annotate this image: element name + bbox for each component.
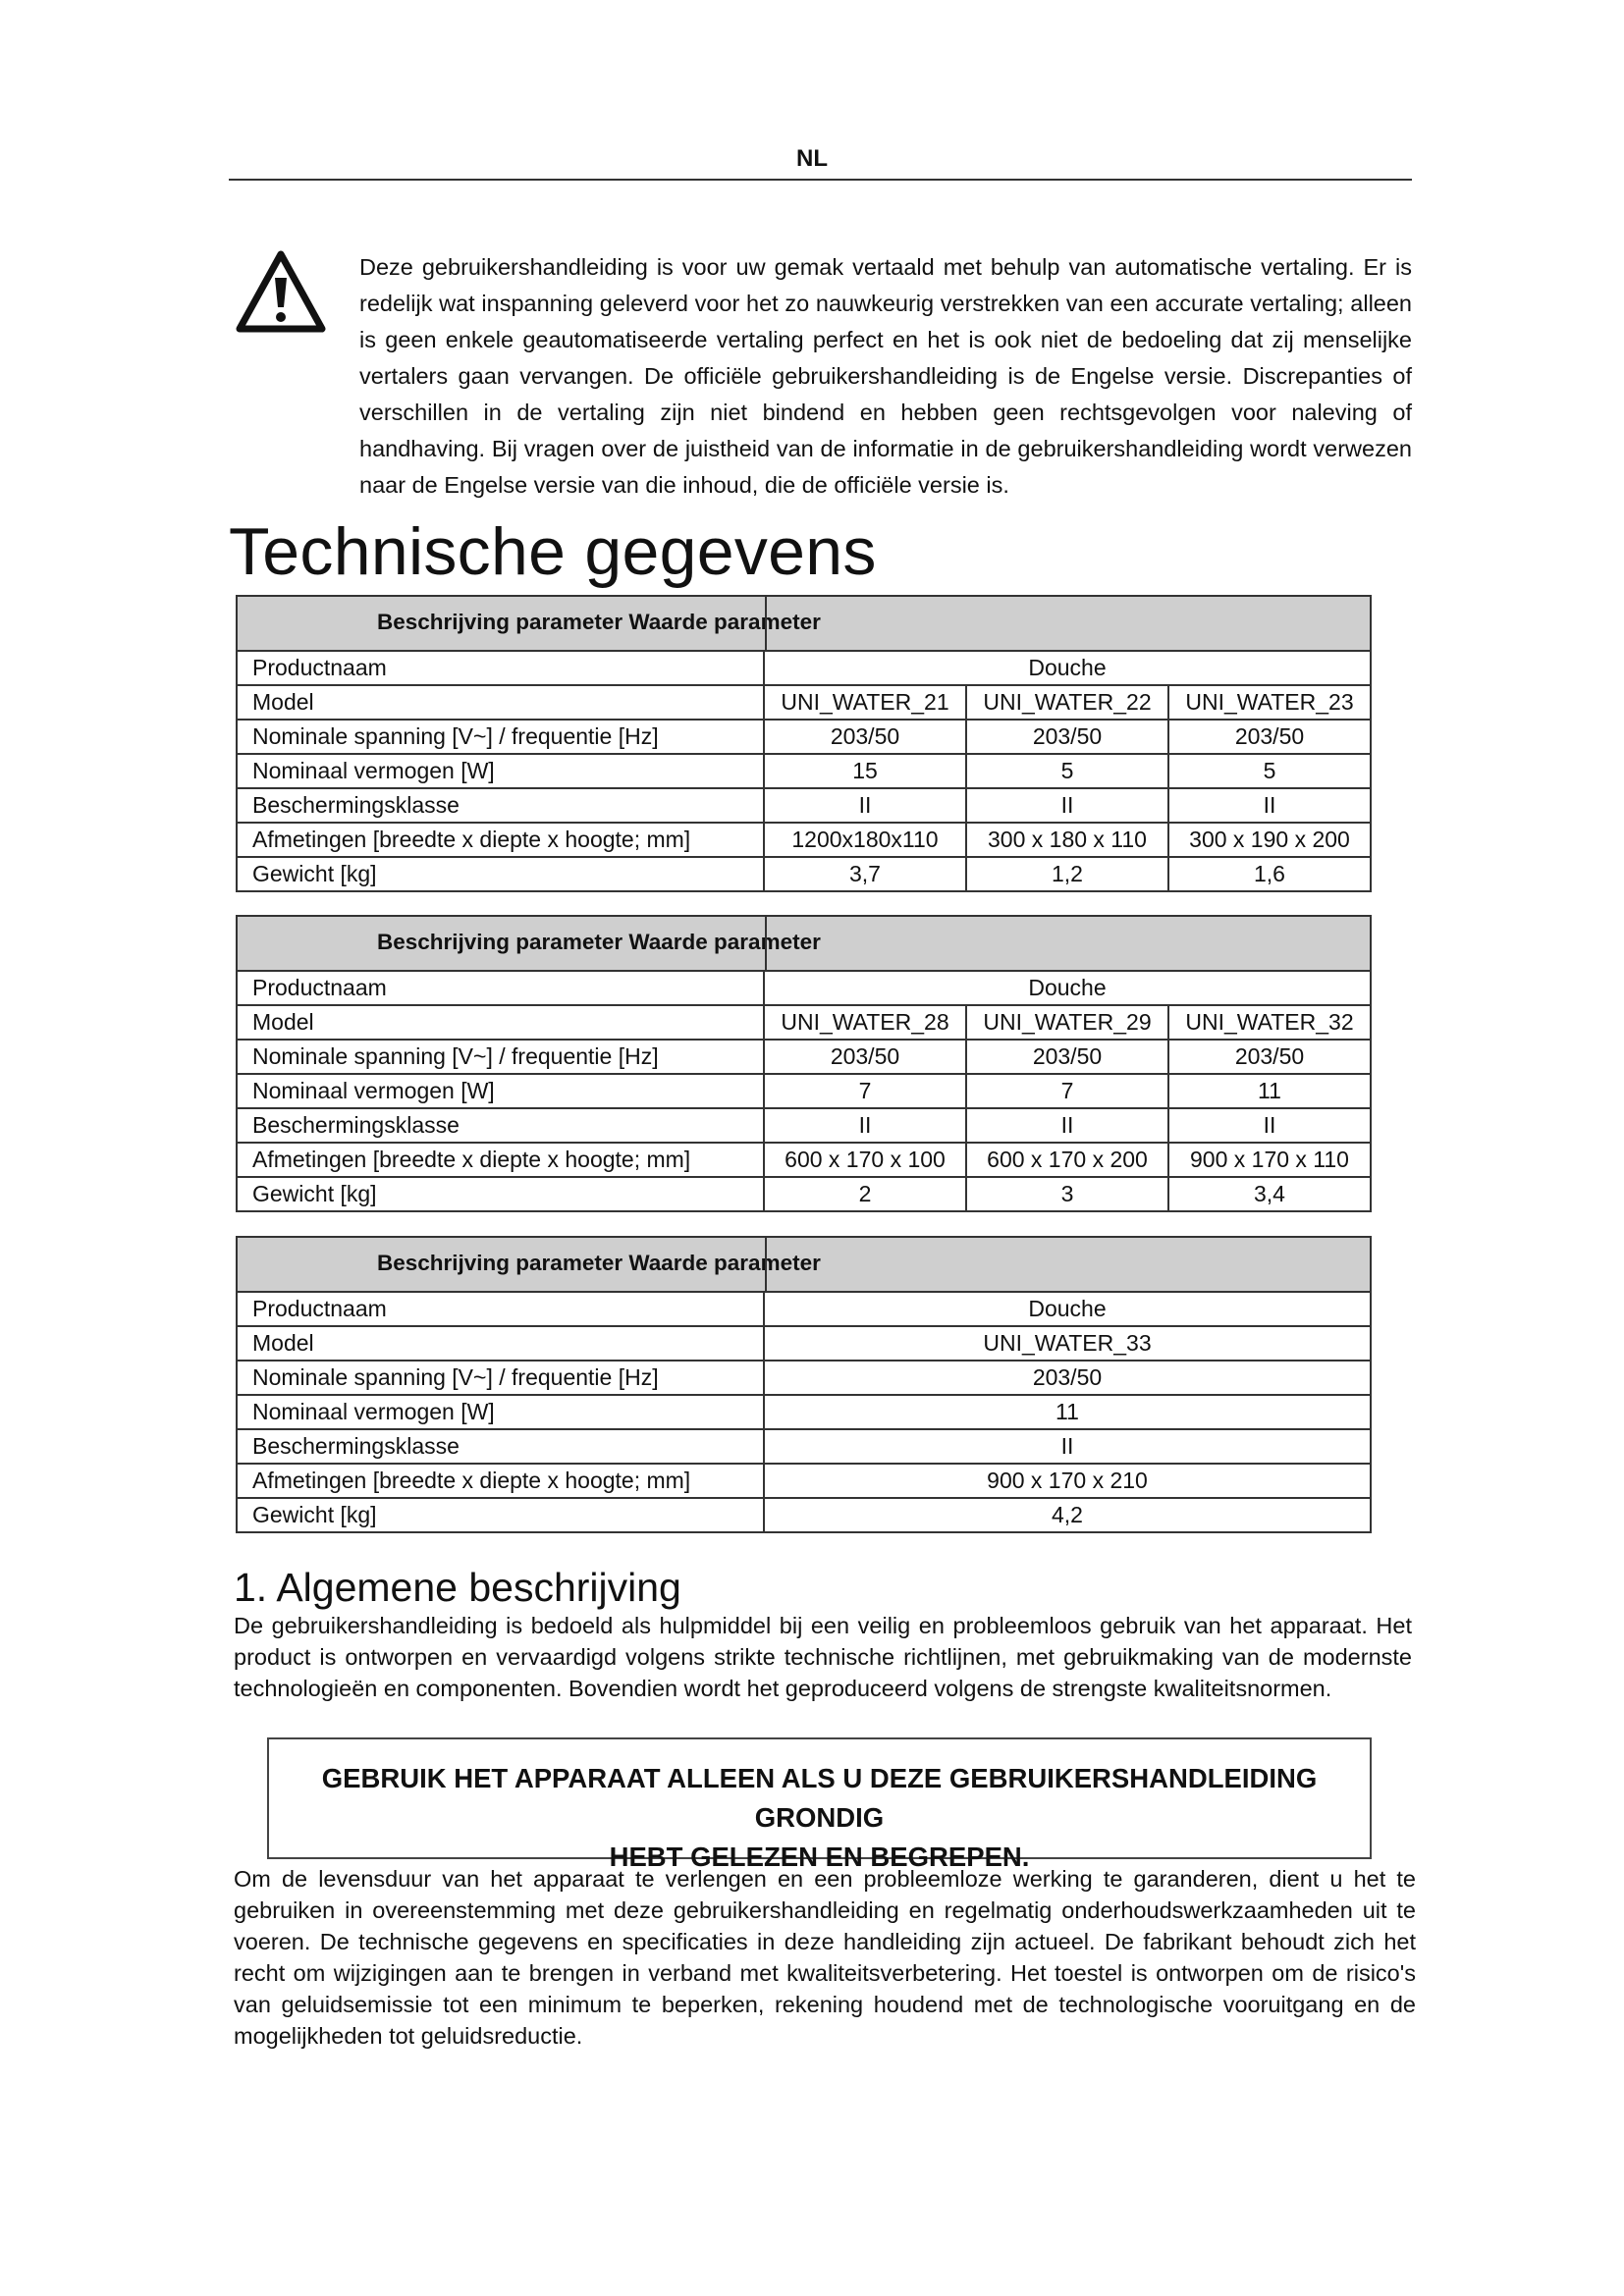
section-paragraph: De gebruikershandleiding is bedoeld als hulpmiddel bij een veilig en probleemloos gebruik van het apparaat. Het product is ontworpen en vervaardigd volgens strikte technische richtlijnen, met gebruikmaking van de modernste technologieën en componenten. Bovendien wordt het geproduceerd volgens de strengste kwaliteitsnormen.: [234, 1613, 1412, 1701]
cell-value: 900 x 170 x 210: [764, 1464, 1371, 1498]
cell-value: II: [966, 788, 1168, 823]
row-label: Model: [237, 685, 764, 720]
section-paragraph: Om de levensduur van het apparaat te verlengen en een probleemloze werking te garanderen, dient u het te gebruiken in overeenstemming met deze gebruikershandleiding en regelmatig onderhoudswerkzaamheden uit te voeren. De technische gegevens en specificaties in deze handleiding zijn actueel. De fabrikant behoudt zich het recht om wijzigingen aan te brengen in verband met kwaliteitsverbetering. Het toestel is ontworpen om de risico's van geluidsemissie tot een minimum te beperken, rekening houdend met de technologische vooruitgang en de mogelijkheden tot geluidsreductie.: [234, 1866, 1416, 2049]
cell-value: 3,7: [764, 857, 966, 891]
row-label: Nominale spanning [V~] / frequentie [Hz]: [237, 1040, 764, 1074]
page-title: Technische gegevens: [229, 514, 877, 589]
row-label: Afmetingen [breedte x diepte x hoogte; mm]: [237, 823, 764, 857]
table-header-label: Beschrijving parameter Waarde parameter: [377, 930, 821, 954]
warning-triangle-icon: [236, 250, 326, 333]
cell-value: II: [764, 1108, 966, 1143]
cell-value: 1200x180x110: [764, 823, 966, 857]
page-language-label: NL: [796, 145, 828, 172]
row-label: Gewicht [kg]: [237, 857, 764, 891]
cell-value: 11: [1168, 1074, 1371, 1108]
cell-value: UNI_WATER_33: [764, 1326, 1371, 1361]
cell-value: 5: [1168, 754, 1371, 788]
notice-line: GEBRUIK HET APPARAAT ALLEEN ALS U DEZE GEBRUIKERSHANDLEIDING GRONDIG: [321, 1763, 1318, 1833]
row-label: Productnaam: [237, 651, 764, 685]
row-label: Beschermingsklasse: [237, 1429, 764, 1464]
row-label: Productnaam: [237, 1292, 764, 1326]
cell-value: 15: [764, 754, 966, 788]
table-row: [237, 1040, 1371, 1074]
row-label: Nominaal vermogen [W]: [237, 1074, 764, 1108]
row-label: Gewicht [kg]: [237, 1498, 764, 1532]
table-row: [237, 1005, 1371, 1040]
table-row: [237, 971, 1371, 1005]
cell-value: 900 x 170 x 110: [1168, 1143, 1371, 1177]
cell-value: 7: [764, 1074, 966, 1108]
table-row: [237, 823, 1371, 857]
table-row: [237, 1429, 1371, 1464]
cell-value: 203/50: [764, 1040, 966, 1074]
cell-value: UNI_WATER_32: [1168, 1005, 1371, 1040]
row-label: Afmetingen [breedte x diepte x hoogte; mm]: [237, 1143, 764, 1177]
cell-value: 203/50: [764, 720, 966, 754]
cell-value: 203/50: [764, 1361, 1371, 1395]
table-row: [237, 1292, 1371, 1326]
cell-value: Douche: [764, 651, 1371, 685]
table-row: [237, 651, 1371, 685]
cell-value: 2: [764, 1177, 966, 1211]
cell-value: 1,6: [1168, 857, 1371, 891]
cell-value: 4,2: [764, 1498, 1371, 1532]
cell-value: II: [1168, 788, 1371, 823]
row-label: Afmetingen [breedte x diepte x hoogte; mm]: [237, 1464, 764, 1498]
row-label: Beschermingsklasse: [237, 788, 764, 823]
row-label: Model: [237, 1005, 764, 1040]
table-row: [237, 1464, 1371, 1498]
header-divider: [229, 179, 1412, 181]
table-header: [237, 596, 1371, 651]
cell-value: 3: [966, 1177, 1168, 1211]
row-label: Gewicht [kg]: [237, 1177, 764, 1211]
table-row: [237, 1361, 1371, 1395]
table-row: [237, 1177, 1371, 1211]
table-row: [237, 720, 1371, 754]
cell-value: 203/50: [1168, 1040, 1371, 1074]
warning-notice-box: [267, 1737, 1372, 1872]
row-label: Nominale spanning [V~] / frequentie [Hz]: [237, 1361, 764, 1395]
table-row: [237, 1108, 1371, 1143]
table-row: [237, 788, 1371, 823]
cell-value: 600 x 170 x 100: [764, 1143, 966, 1177]
cell-value: 300 x 190 x 200: [1168, 823, 1371, 857]
cell-value: 600 x 170 x 200: [966, 1143, 1168, 1177]
row-label: Beschermingsklasse: [237, 1108, 764, 1143]
table-row: [237, 857, 1371, 891]
row-label: Model: [237, 1326, 764, 1361]
table-header-label: Beschrijving parameter Waarde parameter: [377, 610, 821, 634]
table-row: [237, 1498, 1371, 1532]
row-label: Productnaam: [237, 971, 764, 1005]
cell-value: 3,4: [1168, 1177, 1371, 1211]
table-row: [237, 685, 1371, 720]
cell-value: UNI_WATER_23: [1168, 685, 1371, 720]
table-row: [237, 1074, 1371, 1108]
cell-value: 203/50: [1168, 720, 1371, 754]
section-title: 1. Algemene beschrijving: [234, 1565, 681, 1610]
cell-value: 7: [966, 1074, 1168, 1108]
cell-value: UNI_WATER_29: [966, 1005, 1168, 1040]
cell-value: II: [764, 1429, 1371, 1464]
table-row: [237, 754, 1371, 788]
cell-value: 203/50: [966, 720, 1168, 754]
table-header-label: Beschrijving parameter Waarde parameter: [377, 1251, 821, 1275]
cell-value: UNI_WATER_21: [764, 685, 966, 720]
spec-table-1: [236, 595, 1372, 892]
cell-value: UNI_WATER_22: [966, 685, 1168, 720]
cell-value: II: [764, 788, 966, 823]
table-header: [237, 916, 1371, 971]
cell-value: II: [1168, 1108, 1371, 1143]
notice-line: HEBT GELEZEN EN BEGREPEN.: [609, 1842, 1030, 1872]
table-row: [237, 1326, 1371, 1361]
cell-value: Douche: [764, 971, 1371, 1005]
cell-value: 11: [764, 1395, 1371, 1429]
cell-value: Douche: [764, 1292, 1371, 1326]
row-label: Nominaal vermogen [W]: [237, 1395, 764, 1429]
cell-value: 300 x 180 x 110: [966, 823, 1168, 857]
table-row: [237, 1143, 1371, 1177]
spec-table-3: [236, 1236, 1372, 1533]
cell-value: 203/50: [966, 1040, 1168, 1074]
cell-value: UNI_WATER_28: [764, 1005, 966, 1040]
table-header: [237, 1237, 1371, 1292]
spec-table-2: [236, 915, 1372, 1212]
translation-disclaimer: Deze gebruikershandleiding is voor uw gemak vertaald met behulp van automatische vertaling. Er is redelijk wat inspanning geleverd voor het zo nauwkeurig verstrekken van een accurate vertaling; alleen is geen enkele geautomatiseerde vertaling perfect en het is ook niet de bedoeling dat zij menselijke vertalers gaan vervangen. De officiële gebruikershandleiding is de Engelse versie. Discrepanties of verschillen in de vertaling zijn niet bindend en hebben geen rechtsgevolgen voor naleving of handhaving. Bij vragen over de juistheid van de informatie in de gebruikershandleiding wordt verwezen naar de Engelse versie van die inhoud, die de officiële versie is.: [359, 254, 1412, 498]
table-row: [237, 1395, 1371, 1429]
cell-value: 1,2: [966, 857, 1168, 891]
cell-value: II: [966, 1108, 1168, 1143]
row-label: Nominaal vermogen [W]: [237, 754, 764, 788]
cell-value: 5: [966, 754, 1168, 788]
row-label: Nominale spanning [V~] / frequentie [Hz]: [237, 720, 764, 754]
